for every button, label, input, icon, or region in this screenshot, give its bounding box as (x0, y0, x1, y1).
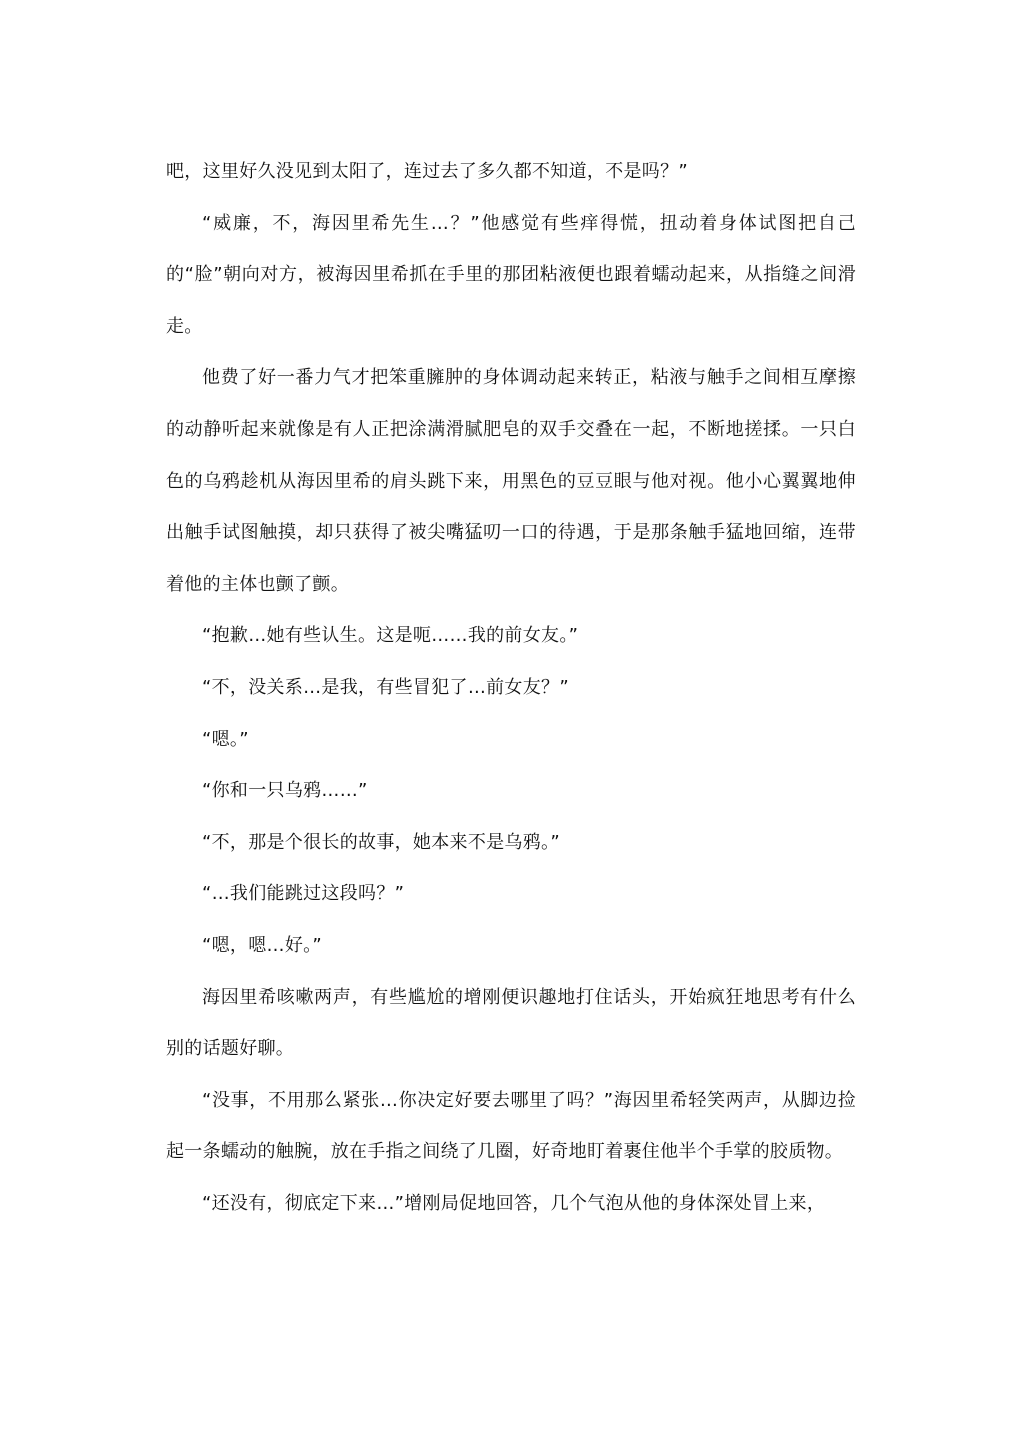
novel-text-body (166, 146, 856, 1229)
paragraph-5: “没事，不用那么紧张…你决定好要去哪里了吗？”海因里希轻笑两声，从脚边捡起一条蠕动的触腕，放在手指之间绕了几圈，好奇地盯着裹住他半个手掌的胶质物。 (166, 1089, 856, 1163)
paragraph-1: 吧，这里好久没见到太阳了，连过去了多久都不知道，不是吗？” (166, 161, 689, 182)
dialogue-line-3: “嗯。” (202, 728, 249, 750)
paragraph-2: “威廉，不，海因里希先生…？”他感觉有些痒得慌，扭动着身体试图把自己的“脸”朝向对方，被海因里希抓在手里的那团粘液便也跟着蠕动起来，从指缝之间滑走。 (166, 212, 856, 337)
dialogue-line-7: “嗯，嗯…好。” (202, 934, 323, 956)
dialogue-line-2: “不，没关系…是我，有些冒犯了…前女友？” (202, 676, 569, 698)
dialogue-line-4: “你和一只乌鸦……” (202, 780, 368, 802)
paragraph-3: 他费了好一番力气才把笨重臃肿的身体调动起来转正，粘液与触手之间相互摩擦的动静听起来就像是有人正把涂满滑腻肥皂的双手交叠在一起，不断地搓揉。一只白色的乌鸦趁机从海因里希的肩头跳下来，用黑色的豆豆眼与他对视。他小心翼翼地伸出触手试图触摸，却只获得了被尖嘴猛叨一口的待遇，于是那条触手猛地回缩，连带着他的主体也颤了颤。 (166, 367, 856, 595)
dialogue-line-6: “…我们能跳过这段吗？” (202, 883, 405, 905)
paragraph-6: “还没有，彻底定下来…”增刚局促地回答，几个气泡从他的身体深处冒上来， (202, 1192, 826, 1214)
dialogue-line-5: “不，那是个很长的故事，她本来不是乌鸦。” (202, 831, 560, 853)
dialogue-line-1: “抱歉…她有些认生。这是呃……我的前女友。” (202, 625, 579, 647)
paragraph-4: 海因里希咳嗽两声，有些尴尬的增刚便识趣地打住话头，开始疯狂地思考有什么别的话题好聊。 (166, 986, 856, 1060)
